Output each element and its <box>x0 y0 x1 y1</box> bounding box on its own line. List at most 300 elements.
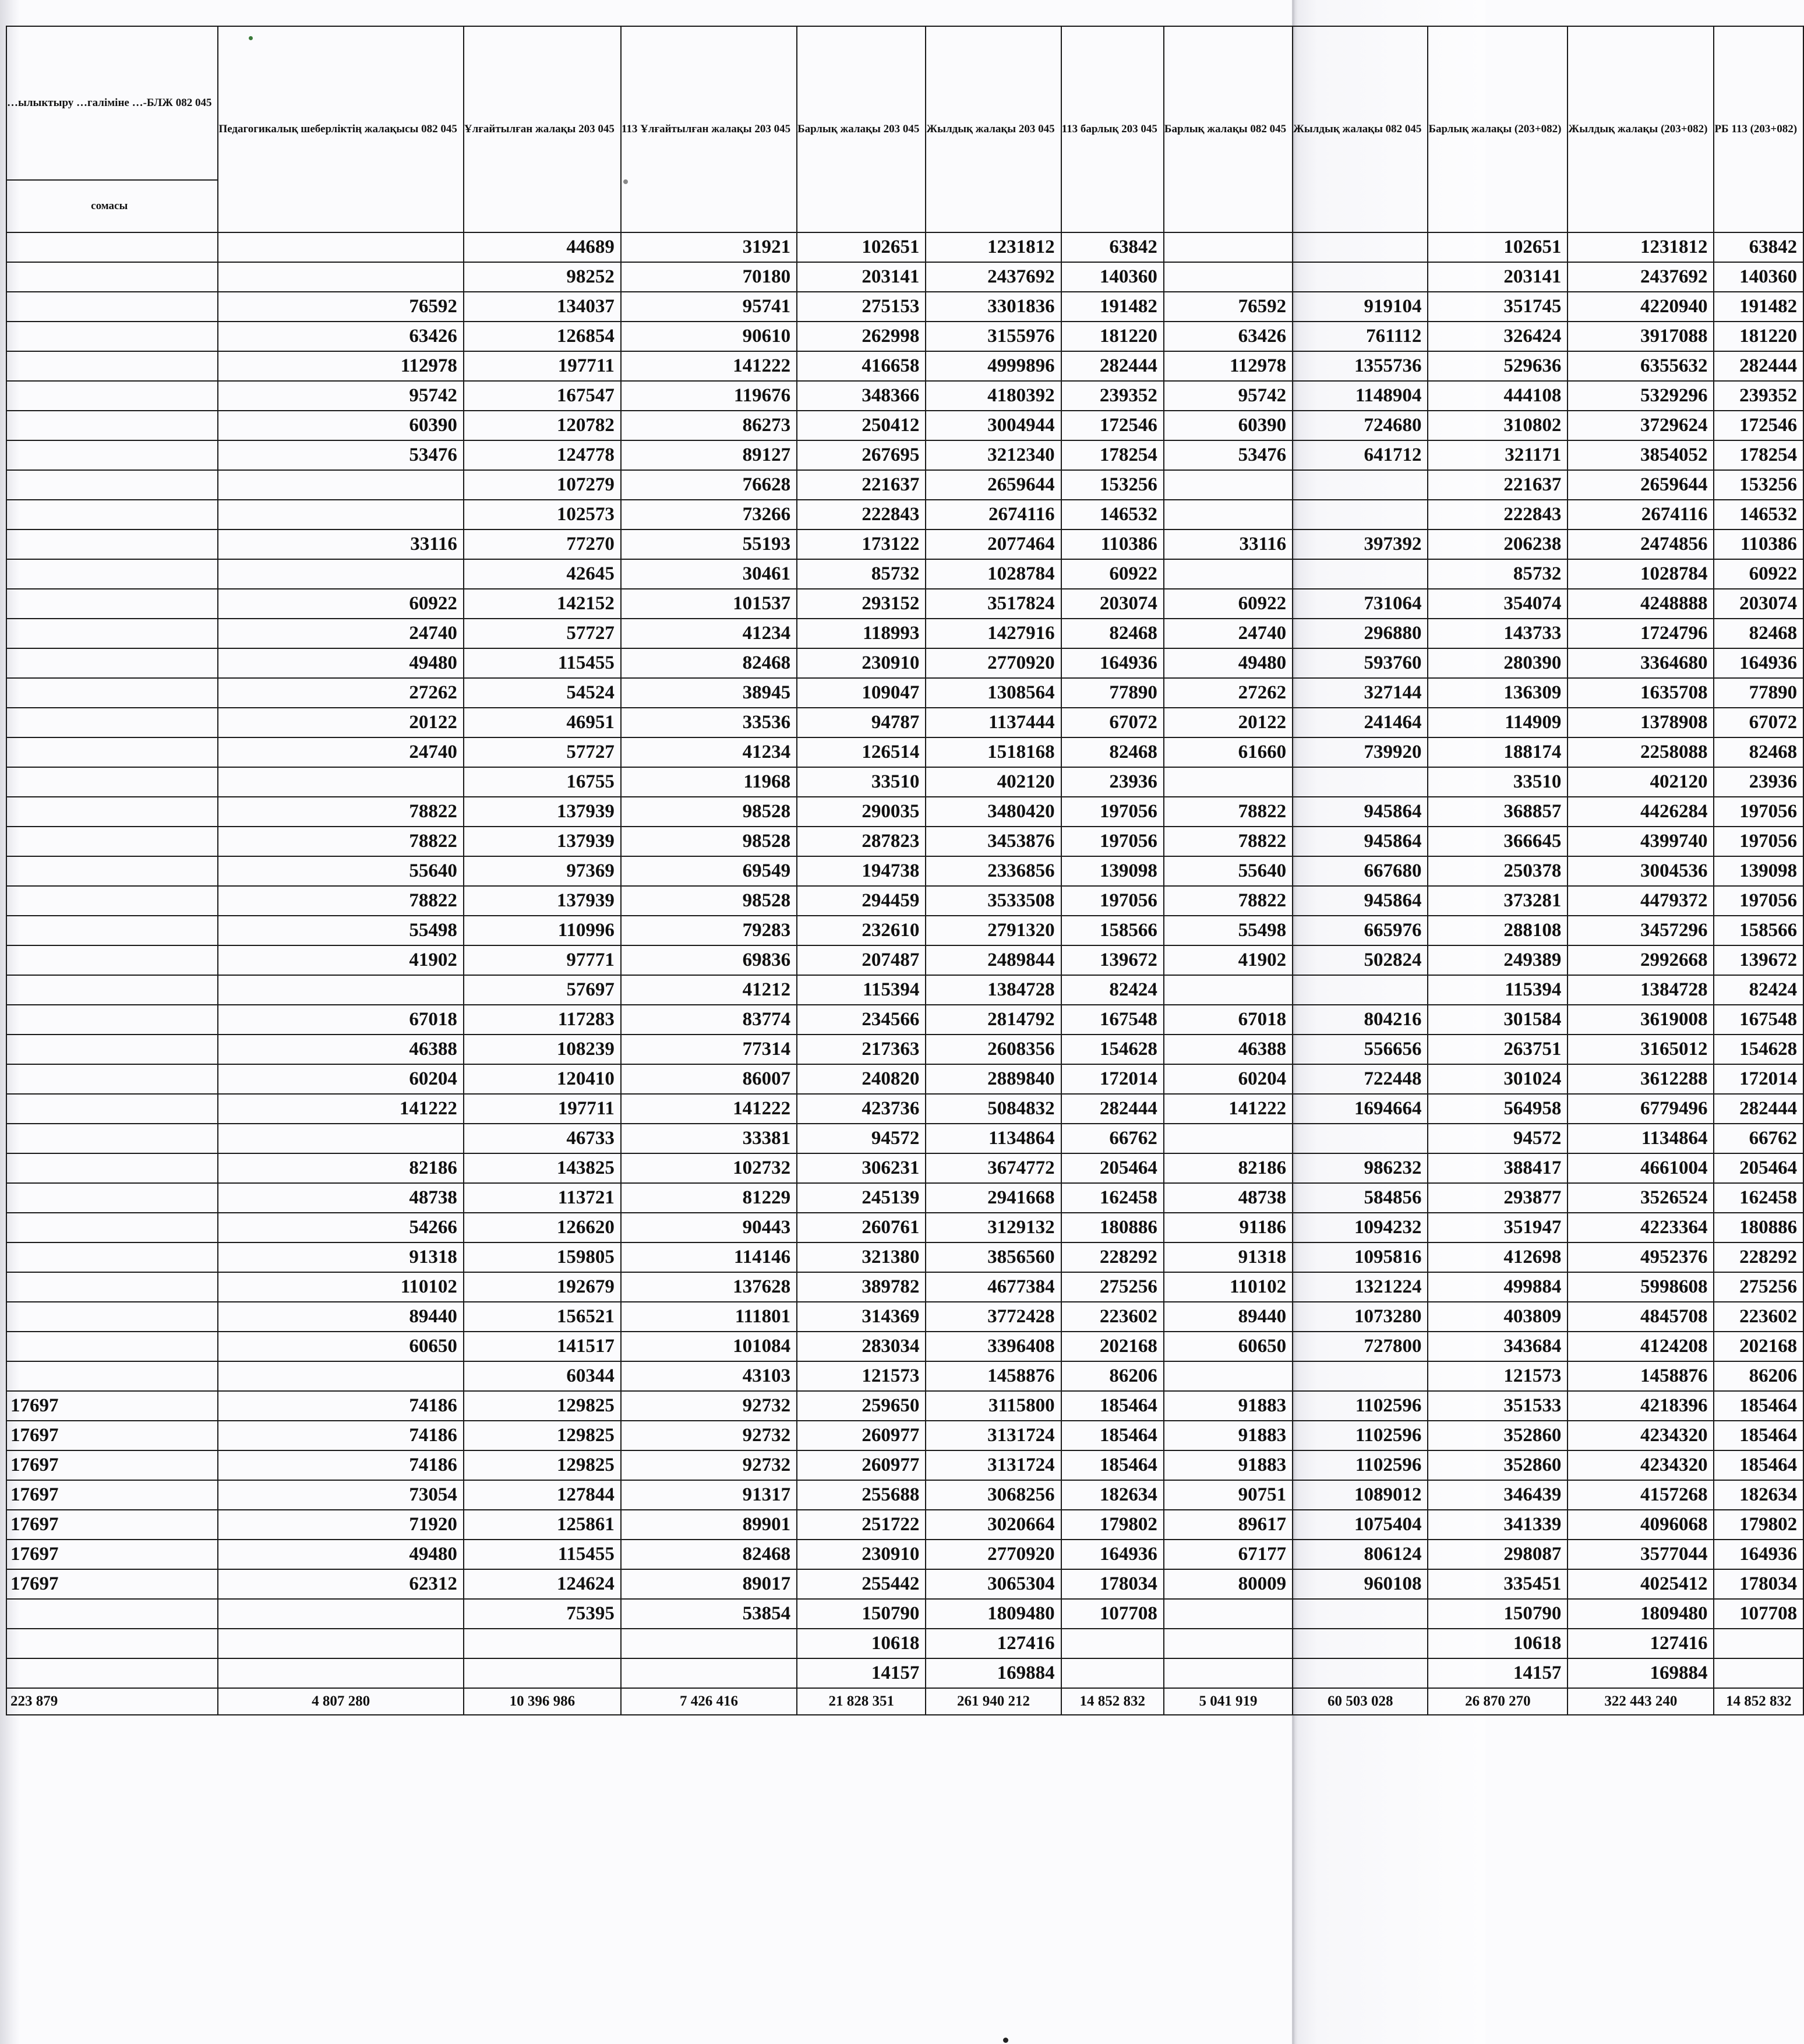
table-cell <box>6 292 218 322</box>
table-cell: 31921 <box>621 232 797 262</box>
table-cell: 23936 <box>1714 767 1803 797</box>
table-cell: 30461 <box>621 559 797 589</box>
table-cell: 77890 <box>1714 678 1803 708</box>
table-cell <box>6 767 218 797</box>
table-cell <box>6 619 218 648</box>
table-row <box>6 827 1803 856</box>
table-cell: 124778 <box>464 440 621 470</box>
table-cell: 102651 <box>797 232 926 262</box>
header-cell-5: Жылдық жалақы 203 045 <box>926 26 1061 232</box>
table-cell: 4223364 <box>1568 1213 1714 1242</box>
table-cell: 1809480 <box>1568 1599 1714 1629</box>
header-cell-8: Жылдық жалақы 082 045 <box>1293 26 1428 232</box>
table-cell: 1231812 <box>1568 232 1714 262</box>
table-cell: 185464 <box>1061 1391 1164 1421</box>
table-cell: 5329296 <box>1568 381 1714 411</box>
header-cell-3: 113 Ұлғайтылған жалақы 203 045 <box>621 26 797 232</box>
table-cell: 41234 <box>621 619 797 648</box>
total-cell: 60 503 028 <box>1293 1688 1428 1715</box>
table-cell: 232610 <box>797 916 926 945</box>
sub-header-cell: сомасы <box>6 180 218 232</box>
table-cell <box>1164 232 1293 262</box>
table-cell <box>1164 1124 1293 1153</box>
table-row <box>6 1124 1803 1153</box>
table-cell: 282444 <box>1714 351 1803 381</box>
table-cell: 197056 <box>1061 797 1164 827</box>
table-cell: 156521 <box>464 1302 621 1332</box>
table-row <box>6 1302 1803 1332</box>
table-cell: 67018 <box>1164 1005 1293 1035</box>
table-cell: 402120 <box>926 767 1061 797</box>
table-cell: 806124 <box>1293 1540 1428 1569</box>
table-cell: 10618 <box>797 1629 926 1658</box>
table-cell: 2258088 <box>1568 737 1714 767</box>
table-row <box>6 1599 1803 1629</box>
table-row <box>6 1421 1803 1450</box>
table-cell: 178254 <box>1714 440 1803 470</box>
table-cell: 1809480 <box>926 1599 1061 1629</box>
table-cell: 74186 <box>218 1450 463 1480</box>
table-cell: 113721 <box>464 1183 621 1213</box>
table-cell: 221637 <box>1428 470 1568 500</box>
scan-speck <box>1003 2038 1008 2043</box>
table-cell: 89017 <box>621 1569 797 1599</box>
table-cell: 1089012 <box>1293 1480 1428 1510</box>
table-row <box>6 975 1803 1005</box>
table-cell <box>218 1599 463 1629</box>
table-cell: 402120 <box>1568 767 1714 797</box>
table-row <box>6 1361 1803 1391</box>
total-cell: 26 870 270 <box>1428 1688 1568 1715</box>
table-cell: 139098 <box>1714 856 1803 886</box>
table-cell: 185464 <box>1714 1421 1803 1450</box>
table-cell: 739920 <box>1293 737 1428 767</box>
table-cell: 3577044 <box>1568 1540 1714 1569</box>
table-cell <box>6 440 218 470</box>
table-cell: 57727 <box>464 737 621 767</box>
table-cell: 722448 <box>1293 1064 1428 1094</box>
table-cell: 354074 <box>1428 589 1568 619</box>
table-cell: 78822 <box>218 827 463 856</box>
table-cell: 301584 <box>1428 1005 1568 1035</box>
table-cell: 584856 <box>1293 1183 1428 1213</box>
table-cell <box>6 797 218 827</box>
table-cell: 91883 <box>1164 1450 1293 1480</box>
table-cell: 54524 <box>464 678 621 708</box>
table-cell: 3129132 <box>926 1213 1061 1242</box>
table-cell <box>1293 975 1428 1005</box>
table-row <box>6 1183 1803 1213</box>
table-cell: 150790 <box>1428 1599 1568 1629</box>
table-cell: 60922 <box>1061 559 1164 589</box>
salary-table <box>6 26 1804 1715</box>
table-cell: 205464 <box>1714 1153 1803 1183</box>
table-cell: 97369 <box>464 856 621 886</box>
table-cell: 83774 <box>621 1005 797 1035</box>
table-cell <box>6 1035 218 1064</box>
table-row <box>6 500 1803 529</box>
table-cell: 351947 <box>1428 1213 1568 1242</box>
table-cell: 1028784 <box>1568 559 1714 589</box>
table-cell: 140360 <box>1061 262 1164 292</box>
table-cell: 98528 <box>621 827 797 856</box>
table-cell: 306231 <box>797 1153 926 1183</box>
table-cell: 986232 <box>1293 1153 1428 1183</box>
table-cell: 167547 <box>464 381 621 411</box>
table-cell: 119676 <box>621 381 797 411</box>
table-cell <box>6 322 218 351</box>
table-cell: 352860 <box>1428 1421 1568 1450</box>
table-cell: 76592 <box>218 292 463 322</box>
table-cell <box>218 262 463 292</box>
table-cell: 20122 <box>218 708 463 737</box>
table-cell: 2659644 <box>1568 470 1714 500</box>
table-cell: 33510 <box>1428 767 1568 797</box>
total-cell: 261 940 212 <box>926 1688 1061 1715</box>
table-cell <box>6 232 218 262</box>
table-cell: 1231812 <box>926 232 1061 262</box>
table-cell <box>1164 975 1293 1005</box>
table-cell <box>6 529 218 559</box>
table-cell: 4025412 <box>1568 1569 1714 1599</box>
table-cell <box>218 500 463 529</box>
table-cell <box>6 1599 218 1629</box>
table-cell: 222843 <box>1428 500 1568 529</box>
table-cell: 3917088 <box>1568 322 1714 351</box>
table-cell: 16755 <box>464 767 621 797</box>
table-cell: 38945 <box>621 678 797 708</box>
table-cell: 1427916 <box>926 619 1061 648</box>
table-cell: 146532 <box>1061 500 1164 529</box>
table-cell: 263751 <box>1428 1035 1568 1064</box>
table-cell: 48738 <box>1164 1183 1293 1213</box>
table-cell: 1308564 <box>926 678 1061 708</box>
table-cell: 327144 <box>1293 678 1428 708</box>
table-row <box>6 529 1803 559</box>
table-cell: 314369 <box>797 1302 926 1332</box>
table-cell <box>1164 470 1293 500</box>
table-cell: 82424 <box>1061 975 1164 1005</box>
table-cell: 245139 <box>797 1183 926 1213</box>
table-cell: 529636 <box>1428 351 1568 381</box>
table-cell: 202168 <box>1714 1332 1803 1361</box>
table-cell: 92732 <box>621 1421 797 1450</box>
table-cell: 223602 <box>1714 1302 1803 1332</box>
table-cell: 91317 <box>621 1480 797 1510</box>
table-cell: 41212 <box>621 975 797 1005</box>
table-cell: 24740 <box>218 619 463 648</box>
table-cell: 134037 <box>464 292 621 322</box>
table-cell: 90610 <box>621 322 797 351</box>
table-cell: 55640 <box>218 856 463 886</box>
table-cell: 78822 <box>1164 797 1293 827</box>
table-cell: 67018 <box>218 1005 463 1035</box>
table-cell: 141222 <box>621 351 797 381</box>
table-cell: 153256 <box>1061 470 1164 500</box>
table-cell: 27262 <box>1164 678 1293 708</box>
table-cell: 46733 <box>464 1124 621 1153</box>
table-cell: 153256 <box>1714 470 1803 500</box>
table-cell: 112978 <box>218 351 463 381</box>
table-cell: 79283 <box>621 916 797 945</box>
table-cell <box>1061 1629 1164 1658</box>
table-cell: 296880 <box>1293 619 1428 648</box>
table-cell: 86206 <box>1061 1361 1164 1391</box>
table-row <box>6 886 1803 916</box>
table-cell <box>6 737 218 767</box>
table-cell: 282444 <box>1061 1094 1164 1124</box>
table-cell: 298087 <box>1428 1540 1568 1569</box>
table-cell: 282444 <box>1714 1094 1803 1124</box>
table-cell: 1102596 <box>1293 1450 1428 1480</box>
header-cell-2: Ұлғайтылған жалақы 203 045 <box>464 26 621 232</box>
table-cell: 1028784 <box>926 559 1061 589</box>
table-cell: 3004536 <box>1568 856 1714 886</box>
table-cell: 141222 <box>1164 1094 1293 1124</box>
table-row <box>6 1272 1803 1302</box>
table-cell <box>218 1658 463 1688</box>
table-cell: 124624 <box>464 1569 621 1599</box>
table-cell: 293877 <box>1428 1183 1568 1213</box>
table-cell: 2659644 <box>926 470 1061 500</box>
total-cell: 21 828 351 <box>797 1688 926 1715</box>
table-cell: 82468 <box>1714 737 1803 767</box>
table-cell: 91883 <box>1164 1421 1293 1450</box>
table-cell: 197711 <box>464 1094 621 1124</box>
table-cell: 69549 <box>621 856 797 886</box>
table-cell <box>1164 500 1293 529</box>
table-cell <box>218 975 463 1005</box>
table-row <box>6 856 1803 886</box>
table-cell: 55498 <box>218 916 463 945</box>
table-cell <box>6 559 218 589</box>
table-cell: 82186 <box>218 1153 463 1183</box>
table-cell: 179802 <box>1061 1510 1164 1540</box>
table-cell: 77314 <box>621 1035 797 1064</box>
table-cell: 280390 <box>1428 648 1568 678</box>
table-cell: 194738 <box>797 856 926 886</box>
table-cell: 4124208 <box>1568 1332 1714 1361</box>
table-cell: 593760 <box>1293 648 1428 678</box>
table-cell: 4426284 <box>1568 797 1714 827</box>
table-cell: 4218396 <box>1568 1391 1714 1421</box>
table-cell <box>218 1124 463 1153</box>
table-cell: 97771 <box>464 945 621 975</box>
table-cell: 110102 <box>218 1272 463 1302</box>
table-row <box>6 1480 1803 1510</box>
table-cell <box>6 589 218 619</box>
table-cell <box>6 886 218 916</box>
table-cell: 53854 <box>621 1599 797 1629</box>
table-cell: 107708 <box>1714 1599 1803 1629</box>
table-cell: 5998608 <box>1568 1272 1714 1302</box>
totals-row <box>6 1688 1803 1715</box>
table-cell <box>1714 1658 1803 1688</box>
table-cell: 125861 <box>464 1510 621 1540</box>
table-cell: 10618 <box>1428 1629 1568 1658</box>
table-cell <box>6 1213 218 1242</box>
header-cell-4: Барлық жалақы 203 045 <box>797 26 926 232</box>
header-cell-10: Жылдық жалақы (203+082) <box>1568 26 1714 232</box>
table-cell: 73054 <box>218 1480 463 1510</box>
table-cell: 169884 <box>926 1658 1061 1688</box>
table-cell: 191482 <box>1061 292 1164 322</box>
table-cell: 239352 <box>1061 381 1164 411</box>
table-cell: 75395 <box>464 1599 621 1629</box>
table-cell <box>6 1064 218 1094</box>
table-cell: 1148904 <box>1293 381 1428 411</box>
table-cell: 240820 <box>797 1064 926 1094</box>
table-cell <box>218 559 463 589</box>
table-cell: 262998 <box>797 322 926 351</box>
table-cell: 54266 <box>218 1213 463 1242</box>
table-cell: 352860 <box>1428 1450 1568 1480</box>
table-cell: 290035 <box>797 797 926 827</box>
table-cell: 259650 <box>797 1391 926 1421</box>
table-cell: 63842 <box>1061 232 1164 262</box>
table-cell: 182634 <box>1714 1480 1803 1510</box>
table-cell: 120782 <box>464 411 621 440</box>
table-cell: 61660 <box>1164 737 1293 767</box>
table-cell: 89127 <box>621 440 797 470</box>
total-cell: 7 426 416 <box>621 1688 797 1715</box>
total-cell: 322 443 240 <box>1568 1688 1714 1715</box>
table-cell: 197056 <box>1061 886 1164 916</box>
table-cell: 185464 <box>1714 1391 1803 1421</box>
table-cell: 502824 <box>1293 945 1428 975</box>
table-row <box>6 381 1803 411</box>
table-cell: 919104 <box>1293 292 1428 322</box>
table-cell <box>1293 1629 1428 1658</box>
table-cell: 181220 <box>1714 322 1803 351</box>
table-cell: 98528 <box>621 797 797 827</box>
table-cell: 78822 <box>218 886 463 916</box>
table-cell: 2077464 <box>926 529 1061 559</box>
table-cell: 564958 <box>1428 1094 1568 1124</box>
table-cell: 24740 <box>1164 619 1293 648</box>
table-cell <box>1293 1361 1428 1391</box>
table-cell: 1137444 <box>926 708 1061 737</box>
table-cell <box>6 1124 218 1153</box>
table-cell <box>218 470 463 500</box>
table-cell: 1635708 <box>1568 678 1714 708</box>
table-cell: 197056 <box>1714 886 1803 916</box>
table-cell: 275153 <box>797 292 926 322</box>
table-cell: 3212340 <box>926 440 1061 470</box>
table-cell <box>1293 1124 1428 1153</box>
table-cell: 141222 <box>218 1094 463 1124</box>
table-cell: 3772428 <box>926 1302 1061 1332</box>
table-cell: 4180392 <box>926 381 1061 411</box>
table-cell: 945864 <box>1293 886 1428 916</box>
table-cell <box>6 648 218 678</box>
table-cell <box>464 1629 621 1658</box>
table-cell: 60650 <box>218 1332 463 1361</box>
table-row <box>6 648 1803 678</box>
table-row <box>6 262 1803 292</box>
table-cell: 4399740 <box>1568 827 1714 856</box>
table-row <box>6 589 1803 619</box>
table-cell: 1724796 <box>1568 619 1714 648</box>
table-cell: 397392 <box>1293 529 1428 559</box>
table-cell <box>6 1183 218 1213</box>
table-cell <box>6 470 218 500</box>
table-cell: 260977 <box>797 1450 926 1480</box>
table-cell: 4248888 <box>1568 589 1714 619</box>
table-cell: 108239 <box>464 1035 621 1064</box>
table-cell: 136309 <box>1428 678 1568 708</box>
table-row <box>6 1005 1803 1035</box>
table-cell: 241464 <box>1293 708 1428 737</box>
table-cell <box>6 856 218 886</box>
table-row <box>6 1450 1803 1480</box>
table-cell: 48738 <box>218 1183 463 1213</box>
table-row <box>6 440 1803 470</box>
total-cell: 223 879 <box>6 1688 218 1715</box>
table-cell: 348366 <box>797 381 926 411</box>
table-cell <box>1164 1361 1293 1391</box>
table-cell: 102573 <box>464 500 621 529</box>
table-cell: 164936 <box>1061 648 1164 678</box>
table-cell: 102651 <box>1428 232 1568 262</box>
header-cell-7: Барлық жалақы 082 045 <box>1164 26 1293 232</box>
table-cell: 137939 <box>464 827 621 856</box>
table-cell: 3619008 <box>1568 1005 1714 1035</box>
table-cell: 94787 <box>797 708 926 737</box>
table-cell: 203141 <box>797 262 926 292</box>
table-cell: 1378908 <box>1568 708 1714 737</box>
table-cell: 197711 <box>464 351 621 381</box>
table-cell: 76628 <box>621 470 797 500</box>
table-cell: 24740 <box>218 737 463 767</box>
table-cell: 80009 <box>1164 1569 1293 1599</box>
table-cell: 4234320 <box>1568 1421 1714 1450</box>
table-cell <box>1164 1658 1293 1688</box>
table-cell: 203074 <box>1714 589 1803 619</box>
table-cell <box>1293 262 1428 292</box>
table-cell: 4157268 <box>1568 1480 1714 1510</box>
table-cell: 154628 <box>1061 1035 1164 1064</box>
table-cell: 288108 <box>1428 916 1568 945</box>
table-cell: 62312 <box>218 1569 463 1599</box>
table-cell: 230910 <box>797 1540 926 1569</box>
table-row <box>6 1540 1803 1569</box>
table-cell: 77890 <box>1061 678 1164 708</box>
table-cell: 53476 <box>218 440 463 470</box>
table-cell: 260761 <box>797 1213 926 1242</box>
table-cell: 255442 <box>797 1569 926 1599</box>
table-cell: 321380 <box>797 1242 926 1272</box>
table-cell: 114146 <box>621 1242 797 1272</box>
table-cell <box>218 232 463 262</box>
table-cell: 158566 <box>1714 916 1803 945</box>
table-cell: 275256 <box>1061 1272 1164 1302</box>
table-row <box>6 1391 1803 1421</box>
table-cell: 3457296 <box>1568 916 1714 945</box>
table-cell <box>621 1658 797 1688</box>
table-cell: 4479372 <box>1568 886 1714 916</box>
table-cell: 57697 <box>464 975 621 1005</box>
table-cell: 179802 <box>1714 1510 1803 1540</box>
table-cell <box>1293 767 1428 797</box>
table-cell <box>6 975 218 1005</box>
table-cell: 169884 <box>1568 1658 1714 1688</box>
table-cell: 60922 <box>218 589 463 619</box>
table-cell: 202168 <box>1061 1332 1164 1361</box>
table-cell: 180886 <box>1061 1213 1164 1242</box>
table-cell: 121573 <box>797 1361 926 1391</box>
table-row <box>6 1569 1803 1599</box>
